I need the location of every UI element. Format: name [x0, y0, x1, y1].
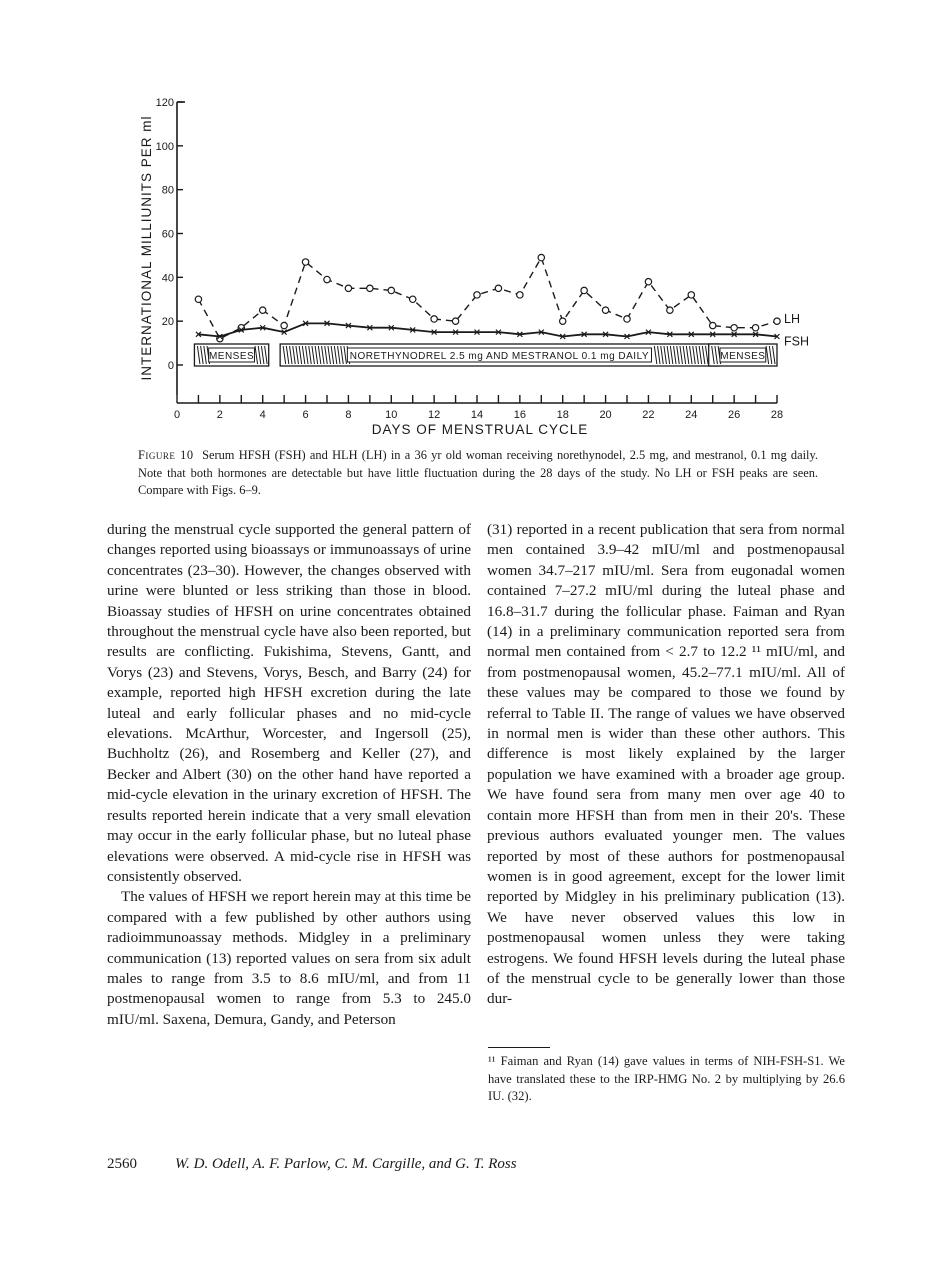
- x-axis-ticks: [174, 395, 783, 421]
- treatment-bars: [194, 344, 777, 366]
- footnote: ¹¹ Faiman and Ryan (14) gave values in terms of NIH-FSH-S1. We have translated these to the IRP-HMG No. 2 by multiplying by 26.6 IU. (32).: [488, 1054, 845, 1103]
- data-point: [495, 285, 501, 291]
- y-axis-label: INTERNATIONAL MILLIUNITS PER ml: [139, 115, 154, 381]
- x-tick-label: 12: [428, 409, 441, 421]
- data-point: [560, 318, 566, 324]
- data-point: [281, 322, 287, 328]
- data-point: [688, 292, 694, 298]
- chart-series: [195, 254, 809, 348]
- left-column: [107, 520, 471, 1030]
- figure-caption: [138, 447, 818, 500]
- data-point: [474, 292, 480, 298]
- data-point: [345, 285, 351, 291]
- x-tick-label: 10: [385, 409, 398, 421]
- data-point: [302, 259, 308, 265]
- data-point: [752, 325, 758, 331]
- data-point: [581, 287, 587, 293]
- data-point: [774, 318, 780, 324]
- x-tick-label: 4: [259, 409, 266, 421]
- figure-caption-text: Serum HFSH (FSH) and HLH (LH) in a 36 yr old woman receiving norethynodel, 2.5 mg, and mestranol, 0.1 mg daily. Note that both hormones are detectable but have little fluctuation during the 28 days of the study. No LH or FSH peaks are seen. Compare with Figs. 6–9.: [138, 448, 818, 497]
- y-tick-label: 40: [161, 272, 174, 285]
- bar-label: MENSES: [208, 351, 255, 362]
- x-axis-label: DAYS OF MENSTRUAL CYCLE: [371, 422, 589, 437]
- right-column: [487, 520, 845, 1010]
- x-tick-label: 18: [556, 409, 569, 421]
- x-tick-label: 8: [345, 409, 352, 421]
- x-tick-label: 6: [302, 409, 309, 421]
- figure-10-chart: [0, 0, 936, 445]
- series-label: LH: [784, 312, 800, 327]
- data-point: [324, 276, 330, 282]
- data-point: [517, 292, 523, 298]
- data-point: [667, 307, 673, 313]
- y-tick-label: 80: [161, 184, 174, 197]
- x-tick-label: 0: [173, 409, 181, 421]
- x-tick-label: 22: [642, 409, 655, 421]
- y-tick-label: 0: [167, 360, 174, 372]
- running-authors: W. D. Odell, A. F. Parlow, C. M. Cargille, and G. T. Ross: [175, 1156, 517, 1172]
- y-tick-label: 20: [161, 316, 174, 329]
- y-tick-label: 120: [155, 97, 174, 109]
- y-axis-ticks: [156, 97, 183, 372]
- page-number: 2560: [107, 1156, 137, 1172]
- data-point: [624, 316, 630, 322]
- data-point: [452, 318, 458, 324]
- series-lh: [195, 254, 800, 341]
- x-tick-label: 16: [513, 409, 526, 421]
- y-tick-label: 60: [161, 228, 174, 241]
- data-point: [731, 325, 737, 331]
- left-paragraph-2: The values of HFSH we report herein may at this time be compared with a few published by other authors using radioimmunoassay methods. Midgley in a preliminary communication (13) reported values on sera from six adult males to range from 3.5 to 8.6 mIU/ml, and from 11 postmenopausal women to range from 5.3 to 245.0 mIU/ml. Saxena, Demura, Gandy, and Peterson: [107, 888, 471, 1028]
- data-point: [388, 287, 394, 293]
- footnote-rule: [488, 1047, 550, 1048]
- data-point: [710, 322, 716, 328]
- x-tick-label: 26: [728, 409, 741, 421]
- data-point: [538, 254, 544, 260]
- bar-label: MENSES: [720, 351, 766, 362]
- data-point: [260, 307, 266, 313]
- bar-label: NORETHYNODREL 2.5 mg AND MESTRANOL 0.1 mg DAILY: [349, 351, 650, 362]
- figure-caption-label: Figure 10: [138, 448, 194, 462]
- right-paragraph-1: (31) reported in a recent publication that sera from normal men contained 3.9–42 mIU/ml and postmenopausal women 34.7–217 mIU/ml. Sera from eugonadal women contained 7–27.2 mIU/ml during the luteal phase and 16.8–31.7 during the follicular phase. Faiman and Ryan (14) in a preliminary communication reported sera from normal men contained from < 2.7 to 12.2 ¹¹ mIU/ml, and from postmenopausal women, 45.2–77.1 mIU/ml. All of these values may be compared to those we found by referral to Table II. The range of values we have observed in normal men is wider than these other authors. This difference is most likely explained by the larger population we have examined with a broader age group. We have found sera from many men over age 40 to contain more HFSH than from men in their 20's. These previous authors evaluated younger men. The values reported by most of these authors for postmenopausal women is in good agreement, except for the lower limit reported by Midgley in his preliminary publication (13). We have never observed values this low in postmenopausal women unless they were taking estrogens. We found HFSH levels during the luteal phase of the menstrual cycle to be generally lower than those dur-: [487, 521, 845, 1008]
- left-paragraph-1: during the menstrual cycle supported the general pattern of changes reported using bioassays or immunoassays of urine concentrates (23–30). However, the changes observed with urine were blunted or less striking than those in blood. Bioassay studies of HFSH on urine concentrates obtained throughout the menstrual cycle have also been reported, but results are conflicting. Fukishima, Stevens, Gantt, and Vorys (23) and Stevens, Vorys, Besch, and Barry (24) for example, reported high HFSH excretion during the late luteal and early follicular phases and no mid-cycle elevations. McArthur, Worcester, and Ingersoll (25), Buchholtz (26), and Rosemberg and Keller (27), and Becker and Albert (30) on the other hand have reported a mid-cycle elevation in the urinary excretion of HFSH. The results reported herein indicate that a very small elevation may occur in the early follicular phase, but no luteal phase elevations were observed. A mid-cycle rise in HFSH was consistently observed.: [107, 521, 471, 885]
- bar-2: [280, 344, 719, 366]
- bar-3: [709, 344, 777, 366]
- y-tick-label: 100: [155, 140, 174, 153]
- series-label: FSH: [784, 334, 809, 349]
- data-point: [195, 296, 201, 302]
- data-point: [410, 296, 416, 302]
- x-tick-label: 2: [216, 409, 223, 421]
- data-point: [602, 307, 608, 313]
- bar-1: [194, 344, 268, 366]
- data-point: [367, 285, 373, 291]
- x-tick-label: 14: [470, 409, 484, 421]
- data-point: [431, 316, 437, 322]
- x-tick-label: 20: [599, 409, 612, 421]
- x-tick-label: 24: [685, 409, 698, 421]
- data-point: [645, 279, 651, 285]
- x-tick-label: 28: [770, 409, 784, 421]
